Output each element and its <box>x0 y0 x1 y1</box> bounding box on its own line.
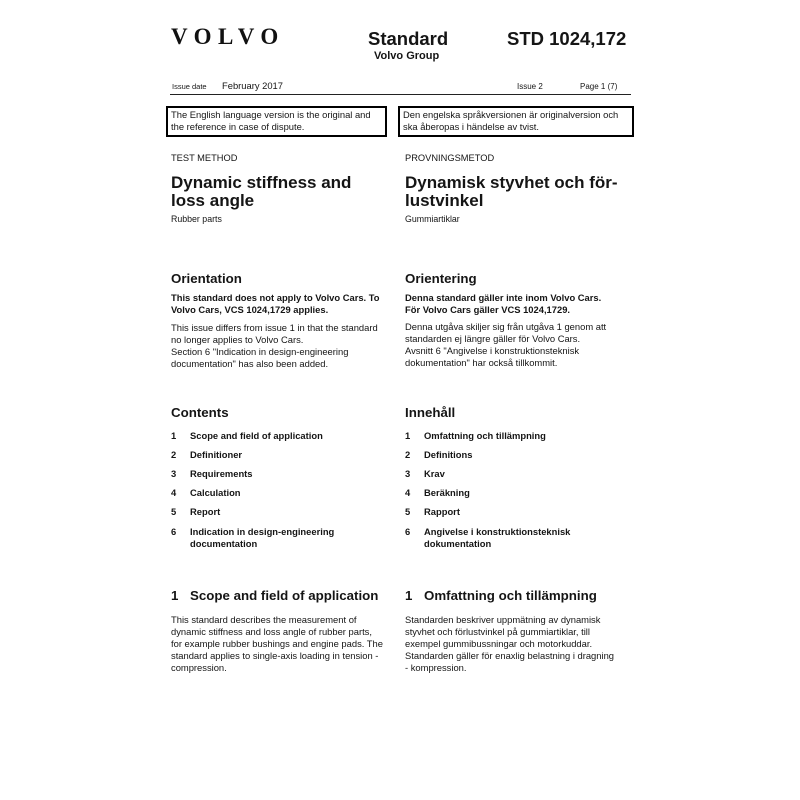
contents-item-number: 3 <box>405 468 411 479</box>
body-line: standarden ej längre gäller för Volvo Cars. <box>405 333 581 344</box>
contents-item-number: 5 <box>405 506 411 517</box>
body-line: This standard describes the measurement of <box>171 614 357 625</box>
doc-title-line: Dynamic stiffness and <box>171 173 352 192</box>
contents-item-label: Definitioner <box>190 449 243 460</box>
body-line: dokumentation" har också tillkommit. <box>405 357 558 368</box>
body-line: Avsnitt 6 "Angivelse i konstruktionsteknisk <box>405 345 580 356</box>
body-line: - kompression. <box>405 662 467 673</box>
doc-title-line: Dynamisk styvhet och för- <box>405 173 618 192</box>
issue-date-value: February 2017 <box>222 80 283 91</box>
doc-type-en: TEST METHOD <box>171 153 238 163</box>
doc-subtitle-en: Rubber parts <box>171 214 222 224</box>
doc-title-en <box>171 174 351 210</box>
section-number: 1 <box>405 588 413 603</box>
contents-item-number: 4 <box>171 487 177 498</box>
section-1-body-sv <box>405 614 614 674</box>
notice-line: The English language version is the original and <box>171 109 371 120</box>
body-line: This issue differs from issue 1 in that the standard <box>171 322 378 333</box>
notice-line: the reference in case of dispute. <box>171 121 305 132</box>
contents-item-number: 1 <box>171 430 177 441</box>
issue-date-label: Issue date <box>172 82 207 91</box>
orientation-notice-sv <box>405 292 601 316</box>
orientation-body-en <box>171 322 378 370</box>
contents-item-label: Scope and field of application <box>190 430 323 441</box>
orientation-body-sv <box>405 321 606 369</box>
body-line: exempel gummibussningar och motorkuddar. <box>405 638 593 649</box>
body-line: Standarden beskriver uppmätning av dynamisk <box>405 614 601 625</box>
standard-number: STD 1024,172 <box>507 28 627 49</box>
notice-line: ska åberopas i händelse av tvist. <box>403 121 540 132</box>
body-line: Standarden gäller för enaxlig belastning i dragning <box>405 650 614 661</box>
body-line: dynamic stiffness and loss angle of rubber parts, <box>171 626 372 637</box>
contents-item-number: 6 <box>405 526 411 537</box>
contents-item-label <box>190 526 334 550</box>
header-divider <box>170 94 631 95</box>
doc-title-line: lustvinkel <box>405 191 484 210</box>
notice-line: Denna standard gäller inte inom Volvo Cars. <box>405 292 602 303</box>
contents-heading-sv: Innehåll <box>405 405 456 420</box>
contents-item-number: 4 <box>405 487 411 498</box>
contents-item-number: 3 <box>171 468 177 479</box>
doc-subtitle-sv: Gummiartiklar <box>405 214 460 224</box>
body-line: no longer applies to Volvo Cars. <box>171 334 304 345</box>
section-number: 1 <box>171 588 179 603</box>
body-line: Denna utgåva skiljer sig från utgåva 1 genom att <box>405 321 607 332</box>
orientation-heading-sv: Orientering <box>405 271 477 286</box>
notice-line: Volvo Cars, VCS 1024,1729 applies. <box>171 304 329 315</box>
contents-item-label: Requirements <box>190 468 253 479</box>
contents-item-line: Indication in design-engineering <box>190 526 335 537</box>
orientation-heading-en: Orientation <box>171 271 242 286</box>
notice-line: För Volvo Cars gäller VCS 1024,1729. <box>405 304 571 315</box>
volvo-logo: VOLVO <box>171 24 285 49</box>
section-title: Scope and field of application <box>190 588 379 603</box>
body-line: standard applies to single-axis loading in tension - <box>171 650 379 661</box>
standard-title: Standard <box>368 28 449 49</box>
issue-number: Issue 2 <box>517 82 543 91</box>
contents-item-number: 2 <box>405 449 411 460</box>
notice-line: This standard does not apply to Volvo Cars. To <box>171 292 380 303</box>
language-notice-sv <box>398 106 634 137</box>
contents-item-number: 2 <box>171 449 177 460</box>
body-line: styvhet och förlustvinkel på gummiartiklar, till <box>405 626 590 637</box>
contents-item-line: dokumentation <box>424 538 492 549</box>
contents-item-label <box>424 526 570 550</box>
section-1-body-en <box>171 614 383 674</box>
section-title: Omfattning och tillämpning <box>424 588 597 603</box>
doc-title-line: loss angle <box>171 191 255 210</box>
page-number: Page 1 (7) <box>580 82 618 91</box>
contents-item-label: Calculation <box>190 487 241 498</box>
contents-item-label: Krav <box>424 468 445 479</box>
contents-item-number: 1 <box>405 430 411 441</box>
contents-item-label: Definitions <box>424 449 473 460</box>
standard-owner: Volvo Group <box>374 50 440 62</box>
orientation-notice-en <box>171 292 380 316</box>
contents-item-line: Angivelse i konstruktionsteknisk <box>424 526 571 537</box>
contents-item-line: documentation <box>190 538 258 549</box>
body-line: Section 6 "Indication in design-engineering <box>171 346 349 357</box>
language-notice-en <box>166 106 387 137</box>
doc-title-sv <box>405 174 618 210</box>
notice-line: Den engelska språkversionen är originalversion och <box>403 109 619 120</box>
body-line: compression. <box>171 662 227 673</box>
body-line: documentation" has also been added. <box>171 358 329 369</box>
contents-item-label: Beräkning <box>424 487 470 498</box>
contents-item-number: 5 <box>171 506 177 517</box>
contents-item-label: Report <box>190 506 221 517</box>
contents-item-label: Omfattning och tillämpning <box>424 430 546 441</box>
body-line: for example rubber bushings and engine pads. The <box>171 638 383 649</box>
contents-item-number: 6 <box>171 526 177 537</box>
contents-item-label: Rapport <box>424 506 460 517</box>
contents-heading-en: Contents <box>171 405 229 420</box>
doc-type-sv: PROVNINGSMETOD <box>405 153 495 163</box>
